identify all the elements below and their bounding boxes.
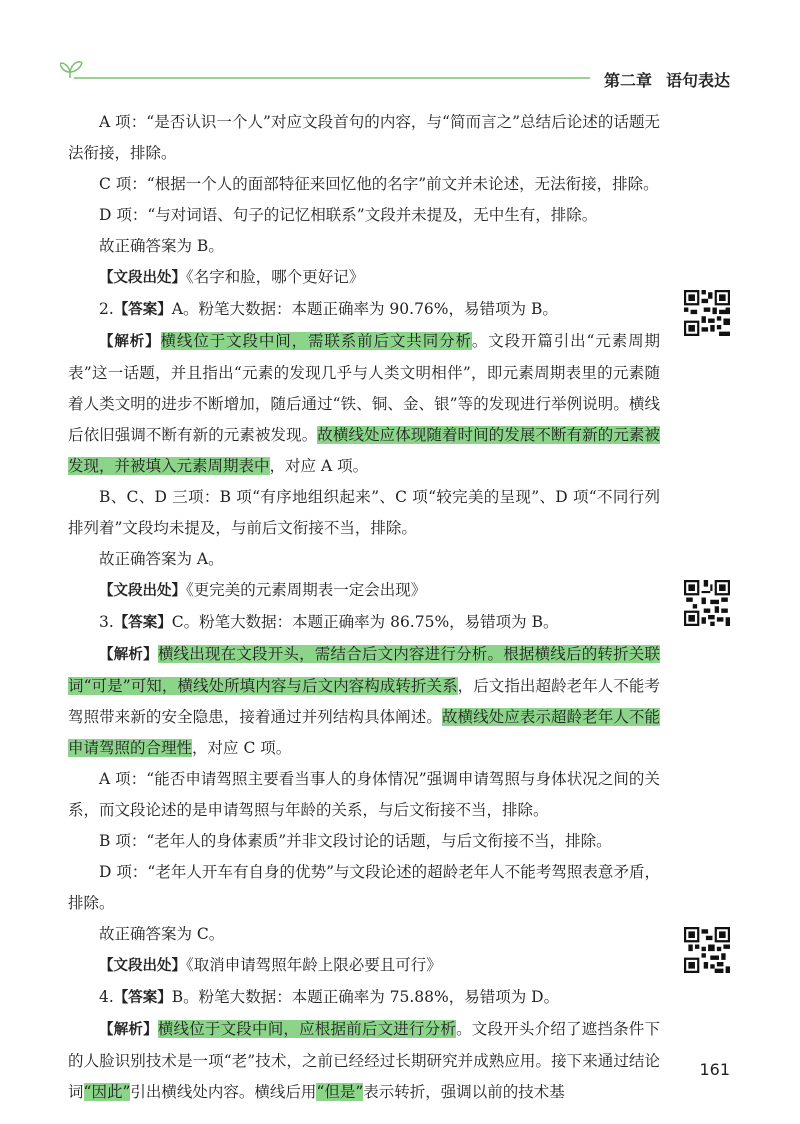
page-header — [60, 54, 740, 90]
analysis-text: 。文段开头介绍了遮挡条件下的人脸识别技术是一项“老”技术，之前已经经过长期研究并成熟应用。接下来通过结论词 — [68, 1020, 660, 1101]
chapter-heading — [590, 68, 730, 91]
analysis-text: 表示转折，强调以前的技术基 — [363, 1083, 565, 1101]
analysis-paragraph — [68, 326, 660, 482]
source-text: 《名字和脸，哪个更好记》 — [186, 268, 365, 286]
source-tag: 【文段出处】 — [99, 270, 186, 286]
qr-code-icon[interactable] — [684, 290, 730, 336]
source-text: 《取消申请驾照年龄上限必要且可行》 — [186, 956, 442, 974]
paragraph: A 项：“能否申请驾照主要看当事人的身体情况”强调申请驾照与身体状况之间的关系，而文段论述的是申请驾照与年龄的关系，与后文衔接不当，排除。 — [68, 770, 660, 819]
highlight: 故横线处应表示超龄老年人不能申请驾照的合理性 — [68, 708, 660, 757]
paragraph: 故正确答案为 A。 — [99, 550, 224, 568]
source-line — [68, 575, 660, 607]
answer-tag: 【答案】 — [113, 302, 172, 318]
paragraph: B 项：“老年人的身体素质”并非文段讨论的话题，与后文衔接不当，排除。 — [99, 832, 612, 850]
analysis-text: 引出横线处内容。横线后用 — [130, 1083, 317, 1101]
analysis-paragraph — [68, 639, 660, 764]
highlight: 横线位于文段中间，需联系前后文共同分析 — [160, 332, 472, 350]
highlight: “因此” — [83, 1083, 131, 1101]
highlight: 横线位于文段中间，应根据前后文进行分析 — [157, 1020, 457, 1038]
answer-line — [68, 982, 660, 1014]
analysis-text: ，对应 A 项。 — [269, 457, 369, 475]
analysis-text: 。文段开篇引出“元素周期表”这一话题，并且指出“元素的发现几乎与人类文明相伴”，即元素周期表里的元素随着人类文明的进步不断增加，随后通过“铁、铜、金、银”等的发现进行举例说明。横线后依旧强调不断有新的元素被发现。 — [68, 332, 660, 444]
answer-text: A。粉笔大数据：本题正确率为 90.76%，易错项为 B。 — [171, 300, 558, 318]
answer-text: C。粉笔大数据：本题正确率为 86.75%，易错项为 B。 — [171, 613, 559, 631]
paragraph: B、C、D 三项：B 项“有序地组织起来”、C 项“较完美的呈现”、D 项“不同行列排列着”文段均未提及，与前后文衔接不当，排除。 — [68, 488, 660, 537]
analysis-paragraph — [68, 1014, 660, 1108]
paragraph: C 项：“根据一个人的面部特征来回忆他的名字”前文并未论述，无法衔接，排除。 — [99, 175, 659, 193]
question-number: 4. — [99, 988, 114, 1006]
highlight: 横线出现在文段开头，需结合后文内容进行分析。根据横线后的转折关联词“可是”可知，横线处所填内容与后文内容构成转折关系 — [68, 645, 661, 695]
answer-tag: 【答案】 — [113, 990, 172, 1006]
answer-line — [68, 607, 660, 639]
source-line — [68, 950, 660, 982]
paragraph: D 项：“与对词语、句子的记忆相联系”文段并未提及，无中生有，排除。 — [99, 206, 598, 224]
paragraph: 故正确答案为 B。 — [99, 237, 224, 255]
page-number: 161 — [699, 1060, 730, 1079]
source-line — [68, 262, 660, 294]
question-number: 2. — [99, 300, 114, 318]
answer-content — [68, 107, 660, 1108]
answer-line — [68, 294, 660, 326]
answer-text: B。粉笔大数据：本题正确率为 75.88%，易错项为 D。 — [171, 988, 560, 1006]
source-tag: 【文段出处】 — [99, 583, 186, 599]
highlight: 故横线处应体现随着时间的发展不断有新的元素被发现，并被填入元素周期表中 — [68, 426, 660, 475]
analysis-text: ，对应 C 项。 — [192, 739, 292, 757]
qr-code-icon[interactable] — [684, 927, 730, 973]
analysis-tag: 【解析】 — [99, 334, 161, 350]
chapter-number: 第二章 — [603, 71, 652, 90]
analysis-tag: 【解析】 — [99, 1022, 158, 1038]
question-number: 3. — [99, 613, 114, 631]
analysis-text: ，后文指出超龄老年人不能考驾照带来新的安全隐患，接着通过并列结构具体阐述。 — [68, 677, 660, 726]
paragraph: D 项：“老年人开车有自身的优势”与文段论述的超龄老年人不能考驾照表意矛盾，排除。 — [68, 863, 660, 912]
paragraph: A 项：“是否认识一个人”对应文段首句的内容，与“简而言之”总结后论述的话题无法衔接，排除。 — [68, 113, 660, 162]
chapter-title: 语句表达 — [665, 71, 730, 90]
answer-tag: 【答案】 — [113, 615, 172, 631]
source-text: 《更完美的元素周期表一定会出现》 — [186, 581, 427, 599]
highlight: “但是” — [316, 1083, 364, 1101]
analysis-tag: 【解析】 — [99, 647, 158, 663]
paragraph: 故正确答案为 C。 — [99, 925, 225, 943]
qr-code-icon[interactable] — [684, 580, 730, 626]
source-tag: 【文段出处】 — [99, 958, 186, 974]
